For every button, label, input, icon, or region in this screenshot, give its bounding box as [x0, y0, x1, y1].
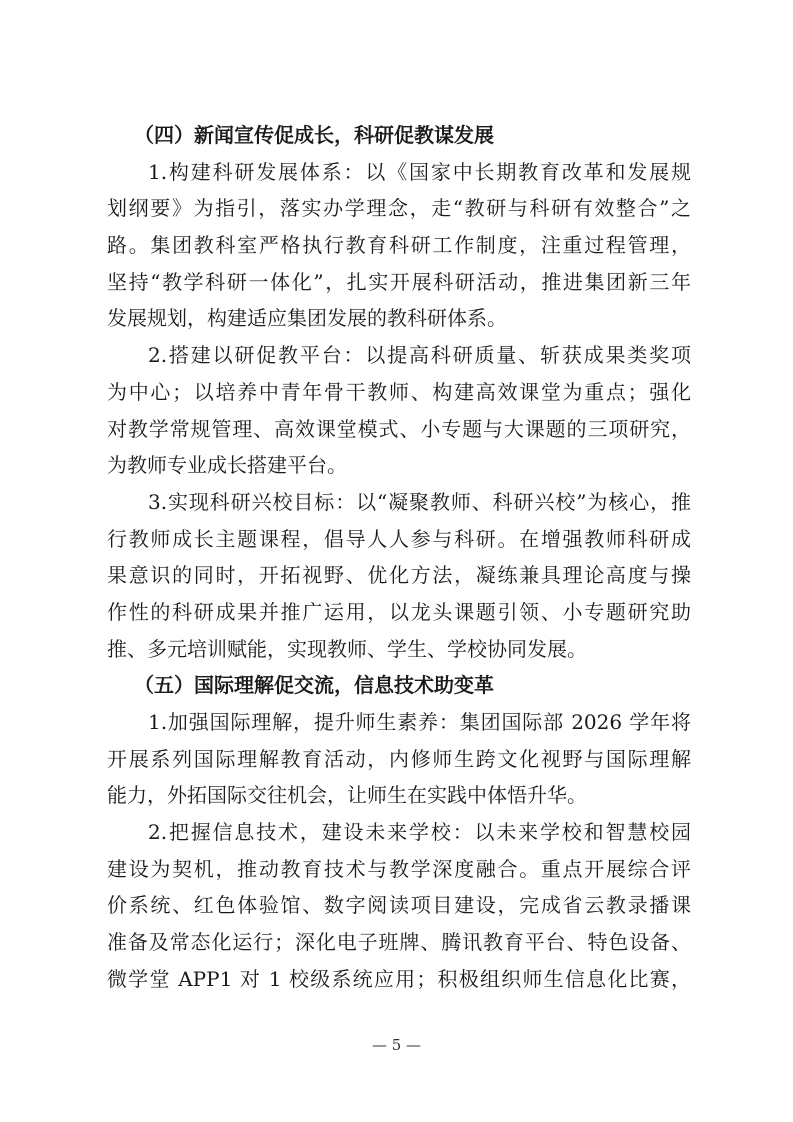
- paragraph-line: 微学堂 APP1 对 1 校级系统应用；积极组织师生信息化比赛，: [107, 966, 691, 991]
- page-number: — 5 —: [371, 1036, 422, 1054]
- paragraph-line: 推、多元培训赋能，实现教师、学生、学校协同发展。: [107, 636, 587, 661]
- paragraph-line: 划纲要》为指引，落实办学理念，走“教研与科研有效整合”之: [107, 196, 691, 221]
- paragraph-line: 对教学常规管理、高效课堂模式、小专题与大课题的三项研究，: [107, 416, 691, 441]
- paragraph-line: 建设为契机，推动教育技术与教学深度融合。重点开展综合评: [107, 856, 691, 881]
- section-heading: （四）新闻宣传促成长，科研促教谋发展: [134, 123, 494, 147]
- paragraph-line: 2.搭建以研促教平台：以提高科研质量、斩获成果类奖项: [148, 343, 691, 368]
- paragraph-line: 1.构建科研发展体系：以《国家中长期教育改革和发展规: [148, 159, 691, 184]
- section-heading: （五）国际理解促交流，信息技术助变革: [134, 673, 494, 698]
- paragraph-line: 为教师专业成长搭建平台。: [107, 453, 347, 478]
- paragraph-line: 路。集团教科室严格执行教育科研工作制度，注重过程管理，: [107, 233, 691, 258]
- paragraph-line: 为中心；以培养中青年骨干教师、构建高效课堂为重点；强化: [107, 379, 691, 404]
- document-body: [107, 117, 691, 998]
- paragraph-line: 发展规划，构建适应集团发展的教科研体系。: [107, 306, 507, 331]
- paragraph-line: 果意识的同时，开拓视野、优化方法，凝练兼具理论高度与操: [107, 563, 691, 588]
- paragraph-line: 开展系列国际理解教育活动，内修师生跨文化视野与国际理解: [107, 746, 691, 771]
- paragraph-line: 准备及常态化运行；深化电子班牌、腾讯教育平台、特色设备、: [107, 930, 691, 955]
- paragraph-line: 行教师成长主题课程，倡导人人参与科研。在增强教师科研成: [107, 526, 691, 551]
- paragraph-line: 1.加强国际理解，提升师生素养：集团国际部 2026 学年将: [148, 710, 691, 734]
- paragraph-line: 能力，外拓国际交往机会，让师生在实践中体悟升华。: [107, 783, 587, 808]
- paragraph-line: 2.把握信息技术，建设未来学校：以未来学校和智慧校园: [148, 820, 691, 845]
- paragraph-line: 价系统、红色体验馆、数字阅读项目建设，完成省云教录播课: [107, 893, 691, 918]
- paragraph-line: 作性的科研成果并推广运用，以龙头课题引领、小专题研究助: [107, 599, 691, 624]
- paragraph-line: 3.实现科研兴校目标：以“凝聚教师、科研兴校”为核心，推: [148, 489, 691, 514]
- paragraph-line: 坚持“教学科研一体化”，扎实开展科研活动，推进集团新三年: [107, 269, 691, 294]
